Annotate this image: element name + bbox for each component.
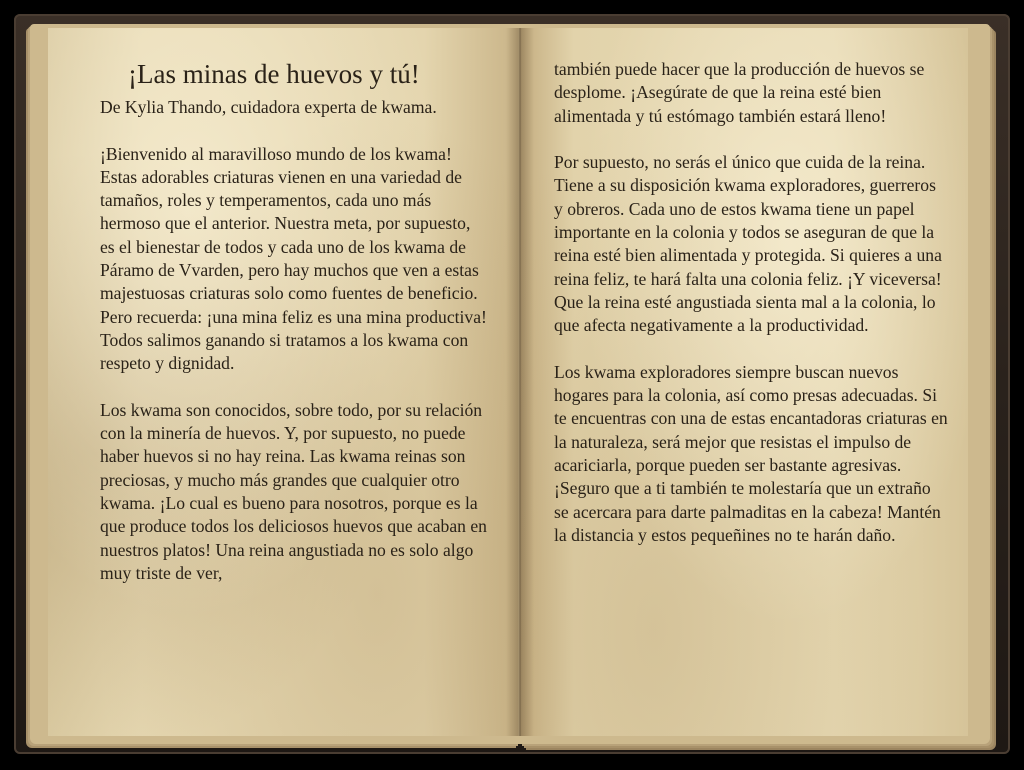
book-spine-gutter <box>506 28 534 736</box>
continued-paragraph: también puede hacer que la producción de huevos se desplome. ¡Asegúrate de que la reina esté bien alimentada y tú estómago también estará lleno! <box>554 59 925 126</box>
scouts-paragraph: Los kwama exploradores siempre buscan nuevos hogares para la colonia, así como presas adecuadas. Si te encuentras con una de estas encantadoras criaturas en la naturaleza, será mejor que resistas el impulso de acariciarla, porque pueden ser bastante agresivas. ¡Seguro que a ti también te molestaría que un extraño se acercara para darte palmaditas en la cabeza! Mantén la distancia y estos pequeñines no te harán daño. <box>554 361 948 545</box>
book-title: ¡Las minas de huevos y tú! <box>128 59 420 89</box>
left-page[interactable] <box>48 28 518 736</box>
queen-paragraph: Los kwama son conocidos, sobre todo, por su relación con la minería de huevos. Y, por supuesto, no puede haber huevos si no hay reina. Las kwama reinas son preciosas, y mucho más grandes que cualquier otro kwama. ¡Lo cual es bueno para nosotros, porque es la que produce todos los deliciosos huevos que acaban en nuestros platos! Una reina angustiada no es solo algo muy triste de ver, <box>100 399 487 583</box>
colony-paragraph: Por supuesto, no serás el único que cuida de la reina. Tiene a su disposición kwama exploradores, guerreros y obreros. Cada uno de estos kwama tiene un papel importante en la colonia y todos se aseguran de que la reina esté bien alimentada y protegida. Si quieres a una reina feliz, te hará falta una colonia feliz. ¡Y viceversa! Que la reina esté angustiada sienta mal a la colonia, lo que afecta negativamente a la productividad. <box>554 152 942 336</box>
intro-paragraph: ¡Bienvenido al maravilloso mundo de los kwama! Estas adorables criaturas vienen en una variedad de tamaños, roles y temperamentos, cada uno más hermoso que el anterior. Nuestra meta, por supuesto, es el bienestar de todos y cada uno de los kwama de Páramo de Vvarden, pero hay muchos que ven a estas majestuosas criaturas solo como fuentes de beneficio. Pero recuerda: ¡una mina feliz es una mina productiva! Todos salimos ganando si tratamos a los kwama con respeto y dignidad. <box>100 143 487 374</box>
byline-paragraph: De Kylia Thando, cuidadora experta de kwama. <box>100 97 437 117</box>
right-page[interactable] <box>520 28 968 736</box>
